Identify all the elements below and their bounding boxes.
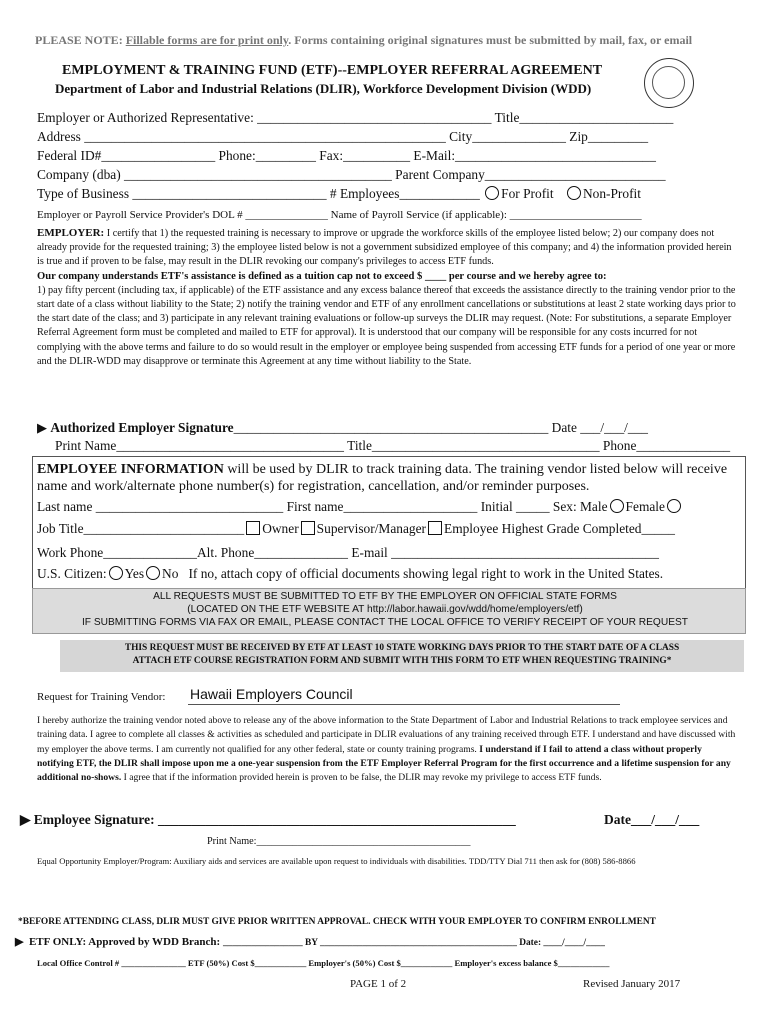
citizen-yes-radio[interactable] bbox=[109, 566, 123, 580]
training-vendor-label: Request for Training Vendor: bbox=[37, 691, 166, 703]
arrow-right-icon: ▶ bbox=[20, 812, 31, 827]
form-title: EMPLOYMENT & TRAINING FUND (ETF)--EMPLOYER REFERRAL AGREEMENT bbox=[62, 63, 603, 78]
state-seal-icon bbox=[644, 58, 694, 108]
dol-payroll-line[interactable]: Employer or Payroll Service Provider's DOL # _______________ Name of Payroll Service (if applicable): ________________________ bbox=[37, 209, 642, 221]
federal-id-line[interactable]: Federal ID#_________________ Phone:_________ Fax:__________ E-Mail:______________________________ bbox=[37, 148, 656, 163]
prior-approval-notice: *BEFORE ATTENDING CLASS, DLIR MUST GIVE PRIOR WRITTEN APPROVAL. CHECK WITH YOUR EMPLOYER TO CONFIRM ENROLLMENT bbox=[18, 917, 656, 927]
business-type-field[interactable]: Type of Business _____________________________ # Employees____________ bbox=[37, 186, 480, 201]
print-only-note: PLEASE NOTE: Fillable forms are for print only. Forms containing original signatures must be submitted by mail, fax, or email bbox=[35, 33, 693, 47]
non-profit-radio[interactable] bbox=[567, 186, 581, 200]
for-profit-label: For Profit bbox=[501, 186, 554, 201]
for-profit-radio[interactable] bbox=[485, 186, 499, 200]
form-subtitle: Department of Labor and Industrial Relations (DLIR), Workforce Development Division (WDD) bbox=[55, 81, 592, 96]
address-line[interactable]: Address ______________________________________________________ City______________ Zip_________ bbox=[37, 129, 649, 144]
etf-approval-fields[interactable]: _________________ BY __________________________________________ Date: ____/____/____ bbox=[222, 938, 605, 948]
female-label: Female bbox=[625, 499, 665, 514]
citizen-note: If no, attach copy of official documents showing legal right to work in the United States. bbox=[188, 566, 664, 581]
requests-notice-line2: (LOCATED ON THE ETF WEBSITE AT http://labor.hawaii.gov/wdd/home/employers/etf) bbox=[187, 604, 583, 615]
employee-signature-date[interactable]: Date___/___/___ bbox=[604, 812, 700, 827]
etf-only-label: ETF ONLY: Approved by WDD Branch: bbox=[28, 936, 221, 948]
employee-authorization-text: I hereby authorize the training vendor noted above to release any of the above information to the State Department of Labor and Industrial Relations to track employee services and training data. I agree to complete all classes & activities as scheduled and participate in DLIR evaluations of any training received through ETF. I understand and have discussed with my employer the above terms. I am currently not qualified for any other federal, state or county training programs. I understand if I fail to attend a class without properly notifying ETF, the DLIR shall impose upon me a one-year suspension from the ETF Employer Referral Program for the first occurrence and a lifetime suspension for any additional no-shows. I agree that if the information provided herein is proven to be false, the DLIR may revoke my privilege to access ETF funds. bbox=[37, 715, 736, 784]
female-radio[interactable] bbox=[667, 499, 681, 513]
phone-email-line[interactable]: Work Phone______________Alt. Phone______________ E-mail ________________________________________ bbox=[37, 545, 659, 560]
training-vendor-input[interactable]: Hawaii Employers Council bbox=[190, 686, 353, 702]
no-label: No bbox=[162, 566, 179, 581]
deadline-notice-line1: THIS REQUEST MUST BE RECEIVED BY ETF AT LEAST 10 STATE WORKING DAYS PRIOR TO THE START DATE OF A CLASS bbox=[124, 643, 680, 653]
arrow-right-icon: ▶ bbox=[15, 936, 24, 948]
employee-label: Employee bbox=[444, 521, 499, 536]
page-number: PAGE 1 of 2 bbox=[350, 978, 407, 990]
employee-signature-line[interactable]: ▶ Employee Signature: _____________________________________________________ bbox=[20, 812, 516, 827]
non-profit-label: Non-Profit bbox=[582, 186, 641, 201]
supervisor-label: Supervisor/Manager bbox=[316, 521, 427, 536]
equal-opportunity-notice: Equal Opportunity Employer/Program: Auxiliary aids and services are available upon request to individuals with disabilities. TDD/TTY Dial 711 then ask for (808) 586-8866 bbox=[37, 856, 636, 866]
employer-representative-line[interactable]: Employer or Authorized Representative: ___________________________________ Title_______________________ bbox=[37, 110, 674, 125]
male-radio[interactable] bbox=[610, 499, 624, 513]
etf-only-line bbox=[15, 935, 605, 948]
requests-notice-line1: ALL REQUESTS MUST BE SUBMITTED TO ETF BY THE EMPLOYER ON OFFICIAL STATE FORMS bbox=[153, 591, 617, 602]
job-title-line bbox=[37, 521, 675, 537]
business-type-line bbox=[37, 186, 641, 202]
deadline-notice-line2: ATTACH ETF COURSE REGISTRATION FORM AND SUBMIT WITH THIS FORM TO ETF WHEN REQUESTING TRAINING* bbox=[132, 656, 672, 666]
tuition-cap-field[interactable]: ____ bbox=[424, 270, 447, 282]
authorized-signature-line[interactable]: ▶ Authorized Employer Signature_______________________________________________ Date ___/___/___ bbox=[37, 420, 648, 435]
employee-info-heading: EMPLOYEE INFORMATION will be used by DLIR to track training data. The training vendor listed below will receive bbox=[37, 462, 728, 477]
owner-label: Owner bbox=[262, 521, 299, 536]
arrow-right-icon: ▶ bbox=[37, 420, 47, 435]
highest-grade-field[interactable]: Highest Grade Completed_____ bbox=[501, 521, 675, 536]
training-vendor-underline bbox=[188, 704, 620, 705]
employee-name-fields[interactable]: Last name ____________________________ First name____________________ Initial _____ Sex: Male bbox=[37, 499, 608, 514]
citizen-label: U.S. Citizen: bbox=[37, 566, 107, 581]
employee-name-line bbox=[37, 499, 683, 515]
print-name-title-phone-line[interactable]: Print Name__________________________________ Title__________________________________ Phone______________ bbox=[55, 438, 731, 453]
employee-checkbox[interactable] bbox=[428, 521, 442, 535]
employer-certification: EMPLOYER: I certify that 1) the requested training is necessary to improve or upgrade the workforce skills of the employee listed below; 2) our company does not already provide for the requested training; 3) the employee listed below is not a government subsidized employee of this company; and 4) the information provided herein is true and if proven to be false, may result in the DLIR revoking our company's privileges to access ETF funds. Our company understands ETF's assistance is defined as a tuition cap not to exceed $ ____ per course and we hereby agree to: 1) pay fifty percent (including tax, if applicable) of the ETF assistance and any excess balance thereof that exceeds the assistance directly to the training vendor prior to the start date of a class without liability to the State; 2) notify the training vendor and ETF of any enrollment cancellations or substitutions at least 2 state working days prior to the start date of the class; and 3) participate in any relevant training evaluations or follow-up surveys the DLIR may request. (Note: For substitutions, a separate Employer Referral Agreement form must be completed and mailed to ETF for approval). It is understood that our company will be responsible for any costs incurred for not complying with the above terms and failure to do so would result in the employer or employee being suspended from accessing ETF funds for a period of one year or more and the DLIR-WDD may disapprove or terminate this Agreement at any time without liability to the State. bbox=[37, 227, 736, 367]
company-line[interactable]: Company (dba) ________________________________________ Parent Company___________________________ bbox=[37, 167, 666, 182]
employee-info-intro: name and work/alternate phone number(s) for registration, cancellation, and/or reminder purposes. bbox=[37, 479, 590, 494]
employee-print-name[interactable]: Print Name:__________________________________________ bbox=[207, 836, 471, 847]
owner-checkbox[interactable] bbox=[246, 521, 260, 535]
supervisor-checkbox[interactable] bbox=[301, 521, 315, 535]
job-title-field[interactable]: Job Title________________________ bbox=[37, 521, 245, 536]
revision-date: Revised January 2017 bbox=[583, 978, 681, 990]
citizen-no-radio[interactable] bbox=[146, 566, 160, 580]
yes-label: Yes bbox=[124, 566, 145, 581]
citizen-line bbox=[37, 566, 663, 582]
requests-notice-line3: IF SUBMITTING FORMS VIA FAX OR EMAIL, PLEASE CONTACT THE LOCAL OFFICE TO VERIFY RECEIPT OF YOUR REQUEST bbox=[81, 617, 689, 628]
local-office-control-line[interactable]: Local Office Control # _______________ ETF (50%) Cost $____________ Employer's (50%) Cost $____________ Employer's excess balance $____________ bbox=[37, 958, 610, 968]
